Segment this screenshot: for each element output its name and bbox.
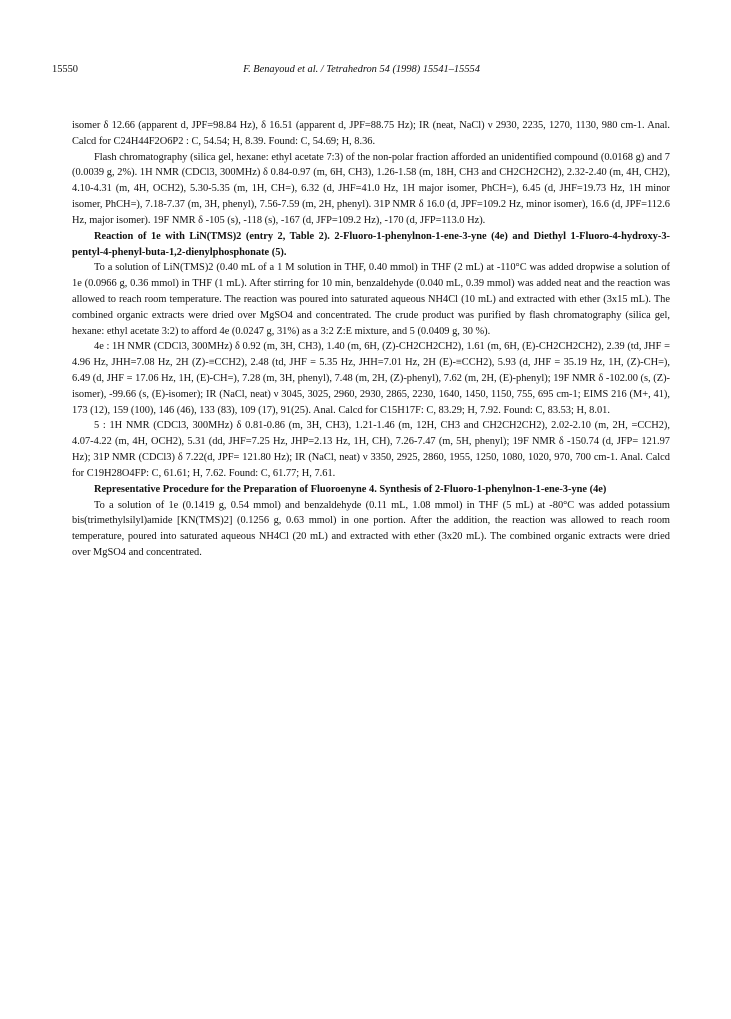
paragraph-4e-data: 4e : 1H NMR (CDCl3, 300MHz) δ 0.92 (m, 3H, CH3), 1.40 (m, 6H, (Z)-CH2CH2CH2), 1.61 (m, 6H, (E)-CH2CH2CH2), 2.39 (td, JHF = 4.96 Hz, JHH=7.08 Hz, 2H (Z)-≡CCH2), 2.48 (td, JHF = 5.35 Hz, JHH=7.01 Hz, 2H (E)-≡CCH2), 5.93 (d, JHF = 35.19 Hz, 1H, (Z)-CH=), 6.49 (d, JHF = 17.06 Hz, 1H, (E)-CH=), 7.28 (m, 3H, phenyl), 7.48 (m, 2H, (Z)-phenyl), 7.62 (m, 2H, (E)-phenyl); 19F NMR δ -102.00 (s, (Z)-isomer), -99.66 (s, (E)-isomer); IR (NaCl, neat) ν 3045, 3025, 2960, 2930, 2865, 2230, 1640, 1450, 1150, 755, 695 cm-1; EIMS 216 (M+, 41), 173 (12), 159 (100), 146 (46), 133 (83), 109 (17), 91(25). Anal. Calcd for C15H17F: C, 83.29; H, 7.92. Found: C, 83.53; H, 8.01. bbox=[72, 341, 670, 416]
paragraph-procedure: To a solution of LiN(TMS)2 (0.40 mL of a 1 M solution in THF, 0.40 mmol) in THF (2 mL) at -110°C was added dropwise a solution of 1e (0.0966 g, 0.36 mmol) in THF (1 mL). After stirring for 10 min, benzaldehyde (0.040 mL, 0.39 mmol) was added neat and the reaction was allowed to reach room temperature. The reaction was poured into saturated aqueous NH4Cl (10 mL) and extracted with ether (3x15 mL). The combined organic extracts were dried over MgSO4 and concentrated. The crude product was purified by flash chromatography (silica gel, hexane: ethyl acetate 3:2) to afford 4e (0.0247 g, 31%) as a 3:2 Z:E mixture, and 5 (0.0409 g, 30 %). bbox=[72, 262, 670, 337]
paragraph-representative-procedure: To a solution of 1e (0.1419 g, 0.54 mmol) and benzaldehyde (0.11 mL, 1.08 mmol) in THF (5 mL) at -80°C was added potassium bis(trimethylsilyl)amide [KN(TMS)2] (0.1256 g, 0.63 mmol) in one portion. After the addition, the reaction was allowed to reach room temperature, poured into saturated aqueous NH4Cl (20 mL) and extracted with ether (3x20 mL). The combined organic extracts were dried over MgSO4 and concentrated. bbox=[72, 499, 670, 558]
page-body bbox=[72, 118, 670, 561]
paragraph-chromatography: Flash chromatography (silica gel, hexane: ethyl acetate 7:3) of the non-polar fraction afforded an unidentified compound (0.0168 g) and 7 (0.0039 g, 2%). 1H NMR (CDCl3, 300MHz) δ 0.84-0.97 (m, 6H, CH3), 1.26-1.58 (m, 18H, CH3 and CH2CH2CH2), 2.32-2.40 (m, 4H, CH2), 4.10-4.31 (m, 4H, OCH2), 5.30-5.35 (m, 1H, CH=), 6.32 (d, JHF=41.0 Hz, 1H major isomer, PhCH=), 6.45 (d, JHF=19.73 Hz, 1H minor isomer, PhCH=), 7.18-7.37 (m, 3H, phenyl), 7.56-7.59 (m, 2H, phenyl). 31P NMR δ 16.0 (d, JPF=109.2 Hz, minor isomer), 16.6 (d, JPF=112.6 Hz, major isomer). 19F NMR δ -105 (s), -118 (s), -167 (d, JFP=109.2 Hz), -170 (d, JFP=113.0 Hz). bbox=[72, 151, 670, 226]
page-header bbox=[52, 62, 671, 76]
page-number: 15550 bbox=[52, 64, 78, 75]
running-head: F. Benayoud et al. / Tetrahedron 54 (1998) 15541–15554 bbox=[243, 64, 480, 75]
section-heading-representative-procedure: Representative Procedure for the Preparation of Fluoroenyne 4. Synthesis of 2-Fluoro-1-phenylnon-1-ene-3-yne (4e) bbox=[94, 483, 607, 495]
paragraph-isomer-data: isomer δ 12.66 (apparent d, JPF=98.84 Hz), δ 16.51 (apparent d, JPF=88.75 Hz); IR (neat, NaCl) ν 2930, 2235, 1270, 1130, 980 cm-1. Anal. Calcd for C24H44F2O6P2 : C, 54.54; H, 8.39. Found: C, 54.69; H, 8.36. bbox=[72, 120, 670, 147]
section-heading-reaction-1e: Reaction of 1e with LiN(TMS)2 (entry 2, Table 2). 2-Fluoro-1-phenylnon-1-ene-3-yne (4e) and Diethyl 1-Fluoro-4-hydroxy-3-pentyl-4-phenyl-buta-1,2-dienylphosphonate (5). bbox=[72, 230, 670, 258]
paragraph-5-data: 5 : 1H NMR (CDCl3, 300MHz) δ 0.81-0.86 (m, 3H, CH3), 1.21-1.46 (m, 12H, CH3 and CH2CH2CH2), 2.02-2.10 (m, 2H, =CCH2), 4.07-4.22 (m, 4H, OCH2), 5.31 (dd, JHF=7.25 Hz, JHP=2.13 Hz, 1H, CH), 7.26-7.47 (m, 5H, phenyl); 19F NMR δ -150.74 (d, JFP= 121.97 Hz); 31P NMR (CDCl3) δ 7.22(d, JPF= 121.80 Hz); IR (NaCl, neat) ν 3350, 2925, 2860, 1955, 1250, 1080, 1020, 970, 700 cm-1. Anal. Calcd for C19H28O4FP: C, 61.61; H, 7.62. Found: C, 61.77; H, 7.61. bbox=[72, 420, 670, 479]
